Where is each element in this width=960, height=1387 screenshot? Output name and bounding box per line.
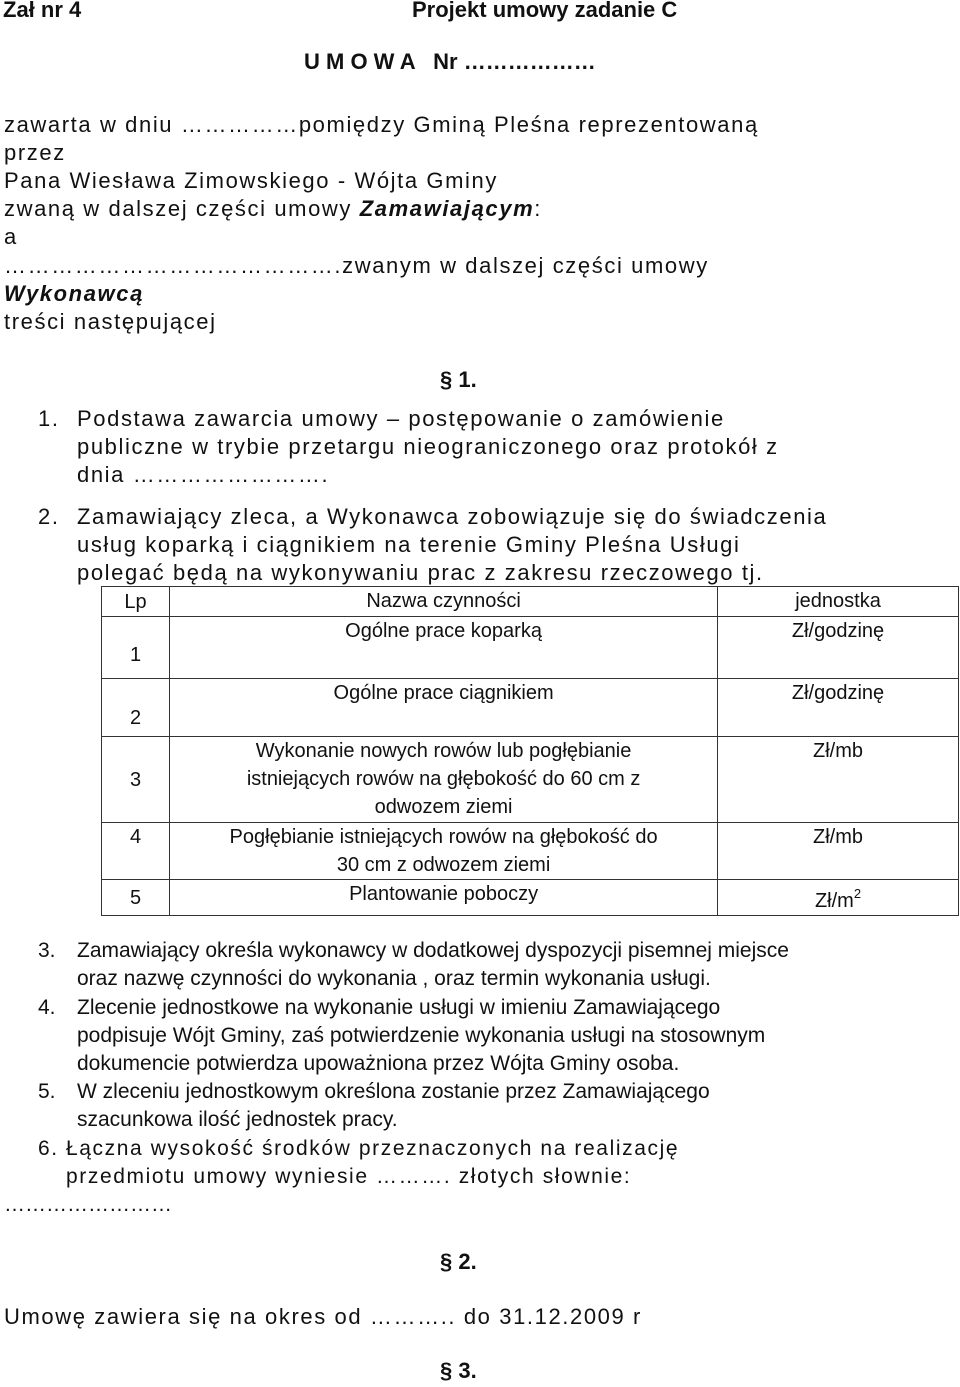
preamble-line-2: przez <box>4 140 66 165</box>
s1-point-1-line-3: dnia ……………………. <box>77 462 330 487</box>
point-3-line-2: oraz nazwę czynności do wykonania , oraz termin wykonania usługi. <box>77 967 711 990</box>
cell-name-line-1: Pogłębianie istniejących rowów na głębokość do <box>229 826 658 848</box>
table-row <box>102 679 959 737</box>
cell-name-line-3: odwozem ziemi <box>374 796 513 818</box>
s1-point-1-number: 1. <box>38 406 60 431</box>
services-table <box>101 586 959 916</box>
cell-lp: 1 <box>102 617 170 679</box>
preamble-line-6: …………………………………….zwanym w dalszej części umowy <box>4 253 709 278</box>
point-5-number: 5. <box>38 1080 56 1103</box>
preamble-line-5: a <box>4 224 18 249</box>
s1-point-1-line-2: publiczne w trybie przetargu nieograniczonego oraz protokół z <box>77 434 779 459</box>
col-header-name: Nazwa czynności <box>170 587 718 617</box>
col-header-lp: Lp <box>102 587 170 617</box>
point-6-line-3: …………………… <box>4 1193 172 1216</box>
cell-lp: 2 <box>102 679 170 737</box>
cell-name: Ogólne prace koparką <box>170 617 718 679</box>
preamble-line-3: Pana Wiesława Zimowskiego - Wójta Gminy <box>4 168 498 193</box>
section-2-heading: § 2. <box>440 1249 477 1274</box>
s1-point-2-line-3: polegać będą na wykonywaniu prac z zakresu rzeczowego tj. <box>77 560 764 585</box>
party-orderer: Zamawiającym <box>359 196 535 221</box>
table-row <box>102 617 959 679</box>
cell-name-line-2: istniejących rowów na głębokość do 60 cm z <box>246 768 641 790</box>
cell-name-line-1: Wykonanie nowych rowów lub pogłębianie <box>255 740 632 762</box>
cell-name: Plantowanie poboczy <box>170 880 718 916</box>
attachment-label: Zał nr 4 <box>3 0 82 22</box>
preamble-line-4-text: zwaną w dalszej części umowy <box>4 196 360 221</box>
cell-unit <box>718 880 959 916</box>
point-3-number: 3. <box>38 939 56 962</box>
point-4-line-1: Zlecenie jednostkowe na wykonanie usługi w imieniu Zamawiającego <box>77 996 721 1019</box>
cell-unit-superscript: 2 <box>853 886 862 901</box>
party-contractor: Wykonawcą <box>4 281 144 306</box>
preamble-line-1: zawarta w dniu ……………pomiędzy Gminą Pleśna reprezentowaną <box>4 112 759 137</box>
s1-point-2-number: 2. <box>38 504 60 529</box>
point-5-line-1: W zleceniu jednostkowym określona zostanie przez Zamawiającego <box>77 1080 710 1103</box>
cell-unit: Zł/godzinę <box>718 679 959 737</box>
preamble-line-4-colon: : <box>534 196 542 221</box>
cell-name-line-2: 30 cm z odwozem ziemi <box>336 854 551 876</box>
cell-name <box>170 823 718 880</box>
table-row <box>102 823 959 880</box>
s1-point-1-line-1: Podstawa zawarcia umowy – postępowanie o zamówienie <box>77 406 725 431</box>
cell-lp: 3 <box>102 737 170 823</box>
section-1-heading: § 1. <box>440 367 477 392</box>
cell-unit: Zł/mb <box>718 737 959 823</box>
point-6-number: 6. <box>38 1137 59 1160</box>
cell-lp: 5 <box>102 880 170 916</box>
point-3-line-1: Zamawiający określa wykonawcy w dodatkowej dyspozycji pisemnej miejsce <box>77 939 789 962</box>
s1-point-2-line-2: usług koparką i ciągnikiem na terenie Gminy Pleśna Usługi <box>77 532 741 557</box>
point-6-line-2: przedmiotu umowy wyniesie ………. złotych słownie: <box>66 1165 632 1188</box>
cell-unit-text: Zł/m <box>814 890 854 912</box>
point-4-number: 4. <box>38 996 56 1019</box>
contract-title: U M O W A Nr ……………… <box>304 49 596 74</box>
project-label: Projekt umowy zadanie C <box>412 0 678 22</box>
point-6-line-1: Łączna wysokość środków przeznaczonych na realizację <box>66 1137 680 1160</box>
cell-name <box>170 737 718 823</box>
section-3-heading: § 3. <box>440 1358 477 1383</box>
cell-name: Ogólne prace ciągnikiem <box>170 679 718 737</box>
point-5-line-2: szacunkowa ilość jednostek pracy. <box>77 1108 398 1131</box>
table-header-row <box>102 587 959 617</box>
preamble-line-8: treści następującej <box>4 309 217 334</box>
cell-unit: Zł/godzinę <box>718 617 959 679</box>
s1-point-2-line-1: Zamawiający zleca, a Wykonawca zobowiązuje się do świadczenia <box>77 504 828 529</box>
table-row <box>102 880 959 916</box>
point-4-line-2: podpisuje Wójt Gminy, zaś potwierdzenie wykonania usługi na stosownym <box>77 1024 766 1047</box>
cell-lp: 4 <box>102 823 170 880</box>
cell-unit: Zł/mb <box>718 823 959 880</box>
section-2-text: Umowę zawiera się na okres od ……….. do 31.12.2009 r <box>4 1304 642 1329</box>
table-row <box>102 737 959 823</box>
point-4-line-3: dokumencie potwierdza upoważniona przez Wójta Gminy osoba. <box>77 1052 680 1075</box>
col-header-unit: jednostka <box>718 587 959 617</box>
preamble-line-4 <box>4 196 542 222</box>
